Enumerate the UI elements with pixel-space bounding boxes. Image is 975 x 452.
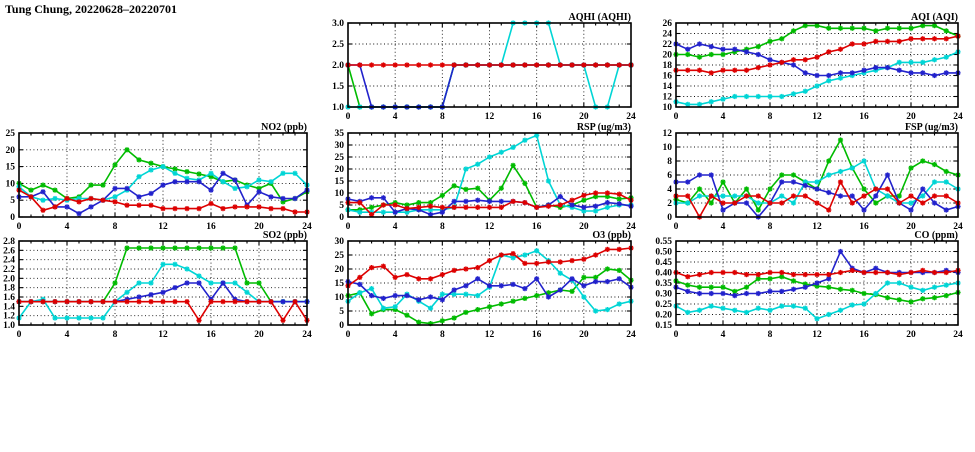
y-tick-label: 2.8: [3, 237, 15, 247]
x-tick-label: 20: [579, 112, 589, 122]
x-tick-label: 20: [254, 330, 264, 340]
x-tick-label: 4: [392, 222, 398, 232]
chart-aqhi: [332, 12, 636, 122]
x-tick-label: 20: [906, 112, 916, 122]
y-tick-label: 26: [662, 19, 672, 29]
y-tick-label: 0.15: [655, 321, 672, 331]
x-tick-label: 8: [112, 330, 118, 340]
y-tick-label: 8: [667, 157, 672, 167]
page-title: Tung Chung, 20220628–20220701: [5, 2, 177, 16]
x-tick-label: 12: [158, 330, 168, 340]
x-tick-label: 16: [206, 330, 216, 340]
chart-no2: [6, 122, 313, 232]
y-tick-label: 4: [667, 185, 672, 195]
y-tick-label: 20: [662, 50, 672, 61]
y-tick-label: 18: [662, 61, 672, 71]
x-tick-label: 0: [345, 330, 351, 340]
x-tick-label: 16: [531, 112, 542, 122]
y-tick-label: 1.0: [332, 103, 344, 113]
y-tick-label: 2.0: [3, 274, 15, 285]
y-tick-label: 1.6: [3, 293, 15, 303]
y-tick-label: 15: [334, 177, 344, 187]
chart-title-aqi: AQI (AQI): [911, 12, 958, 23]
x-tick-label: 8: [439, 330, 445, 340]
y-tick-label: 10: [662, 143, 672, 153]
chart-rsp: [335, 122, 637, 232]
x-tick-label: 20: [906, 330, 916, 340]
x-tick-label: 8: [112, 222, 118, 232]
x-tick-label: 12: [484, 222, 495, 232]
y-tick-label: 0.30: [655, 289, 672, 300]
y-tick-label: 1.2: [3, 311, 15, 322]
y-tick-label: 1.4: [3, 302, 15, 313]
chart-fsp: [663, 122, 964, 232]
y-tick-label: 5: [339, 201, 344, 211]
y-tick-label: 10: [334, 293, 344, 303]
x-tick-label: 4: [64, 222, 70, 232]
y-tick-label: 0.55: [655, 237, 672, 247]
x-tick-label: 16: [531, 222, 542, 232]
y-tick-label: 3.0: [332, 19, 344, 29]
x-tick-label: 20: [906, 222, 916, 232]
y-tick-label: 0.45: [655, 258, 672, 268]
chart-aqi: [663, 12, 964, 122]
y-tick-label: 20: [334, 265, 344, 275]
y-tick-label: 25: [5, 129, 15, 139]
y-tick-label: 2.4: [3, 255, 15, 266]
series-blue: [348, 65, 631, 107]
chart-title-o3: O3 (ppb): [592, 230, 631, 241]
y-tick-label: 2: [667, 199, 672, 209]
y-tick-label: 6: [667, 171, 672, 181]
x-tick-label: 0: [673, 222, 679, 232]
y-tick-label: 30: [334, 141, 344, 151]
y-tick-label: 16: [662, 71, 672, 82]
x-tick-label: 24: [302, 222, 312, 232]
x-tick-label: 0: [345, 112, 351, 122]
y-tick-label: 24: [662, 29, 672, 40]
x-tick-label: 0: [673, 112, 679, 122]
y-tick-label: 20: [5, 145, 15, 156]
y-tick-label: 5: [10, 196, 15, 207]
x-tick-label: 4: [720, 222, 726, 232]
y-tick-label: 5: [339, 307, 344, 317]
x-tick-label: 0: [673, 330, 679, 340]
y-tick-label: 30: [334, 237, 344, 247]
x-tick-label: 20: [579, 222, 589, 232]
y-tick-label: 10: [5, 179, 15, 190]
x-tick-label: 12: [812, 222, 822, 232]
y-tick-label: 22: [662, 40, 672, 50]
chart-title-rsp: RSP (ug/m3): [576, 122, 631, 133]
y-tick-label: 0: [10, 213, 15, 223]
y-tick-label: 1.5: [332, 82, 344, 92]
chart-title-fsp: FSP (ug/m3): [904, 122, 958, 133]
chart-o3: [335, 230, 637, 340]
chart-title-no2: NO2 (ppb): [261, 122, 307, 133]
x-tick-label: 24: [626, 222, 636, 232]
chart-title-aqhi: AQHI (AQHI): [568, 12, 631, 23]
y-tick-label: 0.40: [655, 268, 672, 279]
x-tick-label: 8: [767, 330, 773, 340]
x-tick-label: 4: [720, 112, 726, 122]
x-tick-label: 16: [859, 112, 869, 122]
x-tick-label: 16: [859, 330, 869, 340]
y-tick-label: 1.8: [3, 283, 15, 294]
x-tick-label: 12: [812, 330, 822, 340]
x-tick-label: 24: [953, 222, 963, 232]
y-tick-label: 10: [334, 189, 344, 199]
y-tick-label: 15: [334, 279, 344, 289]
x-tick-label: 0: [16, 222, 22, 232]
x-tick-label: 24: [626, 112, 636, 122]
y-tick-label: 0.20: [655, 310, 672, 321]
y-tick-label: 0.25: [655, 300, 672, 310]
x-tick-label: 16: [531, 330, 542, 340]
y-tick-label: 2.5: [332, 40, 344, 50]
chart-so2: [3, 230, 312, 340]
x-tick-label: 12: [158, 222, 168, 232]
y-tick-label: 0.50: [655, 247, 672, 258]
y-tick-label: 12: [662, 92, 672, 103]
x-tick-label: 20: [579, 330, 589, 340]
y-tick-label: 2.0: [332, 61, 344, 71]
x-tick-label: 24: [953, 112, 963, 122]
plot-frame: [348, 241, 631, 325]
x-tick-label: 8: [767, 112, 773, 122]
x-tick-label: 16: [859, 222, 869, 232]
x-tick-label: 4: [64, 330, 70, 340]
y-tick-label: 20: [334, 165, 344, 175]
y-tick-label: 10: [662, 103, 672, 113]
x-tick-label: 12: [812, 112, 822, 122]
x-tick-label: 20: [254, 222, 264, 232]
y-tick-label: 0: [667, 213, 672, 223]
y-tick-label: 35: [334, 129, 344, 139]
x-tick-label: 12: [484, 112, 495, 122]
chart-co: [655, 230, 963, 340]
x-tick-label: 24: [626, 330, 636, 340]
chart-title-so2: SO2 (ppb): [262, 230, 307, 241]
x-tick-label: 8: [767, 222, 773, 232]
y-tick-label: 25: [334, 251, 344, 261]
y-tick-label: 25: [334, 153, 344, 163]
plot-frame: [19, 241, 307, 325]
plot-frame: [19, 133, 307, 217]
x-tick-label: 24: [302, 330, 312, 340]
x-tick-label: 0: [345, 222, 351, 232]
y-tick-label: 0.35: [655, 279, 672, 289]
x-tick-label: 16: [206, 222, 216, 232]
y-tick-label: 12: [662, 129, 672, 139]
chart-title-co: CO (ppm): [914, 230, 958, 241]
x-tick-label: 4: [392, 330, 398, 340]
y-tick-label: 1.0: [3, 321, 15, 331]
y-tick-label: 14: [662, 82, 672, 92]
x-tick-label: 24: [953, 330, 963, 340]
y-tick-label: 0: [339, 213, 344, 223]
x-tick-label: 8: [439, 222, 445, 232]
y-tick-label: 2.6: [3, 246, 15, 257]
x-tick-label: 0: [16, 330, 22, 340]
y-tick-label: 15: [5, 162, 15, 173]
y-tick-label: 2.2: [3, 265, 15, 275]
series-green: [348, 65, 631, 107]
x-tick-label: 12: [484, 330, 495, 340]
x-tick-label: 8: [439, 112, 445, 122]
x-tick-label: 4: [392, 112, 398, 122]
y-tick-label: 0: [339, 321, 344, 331]
x-tick-label: 4: [720, 330, 726, 340]
